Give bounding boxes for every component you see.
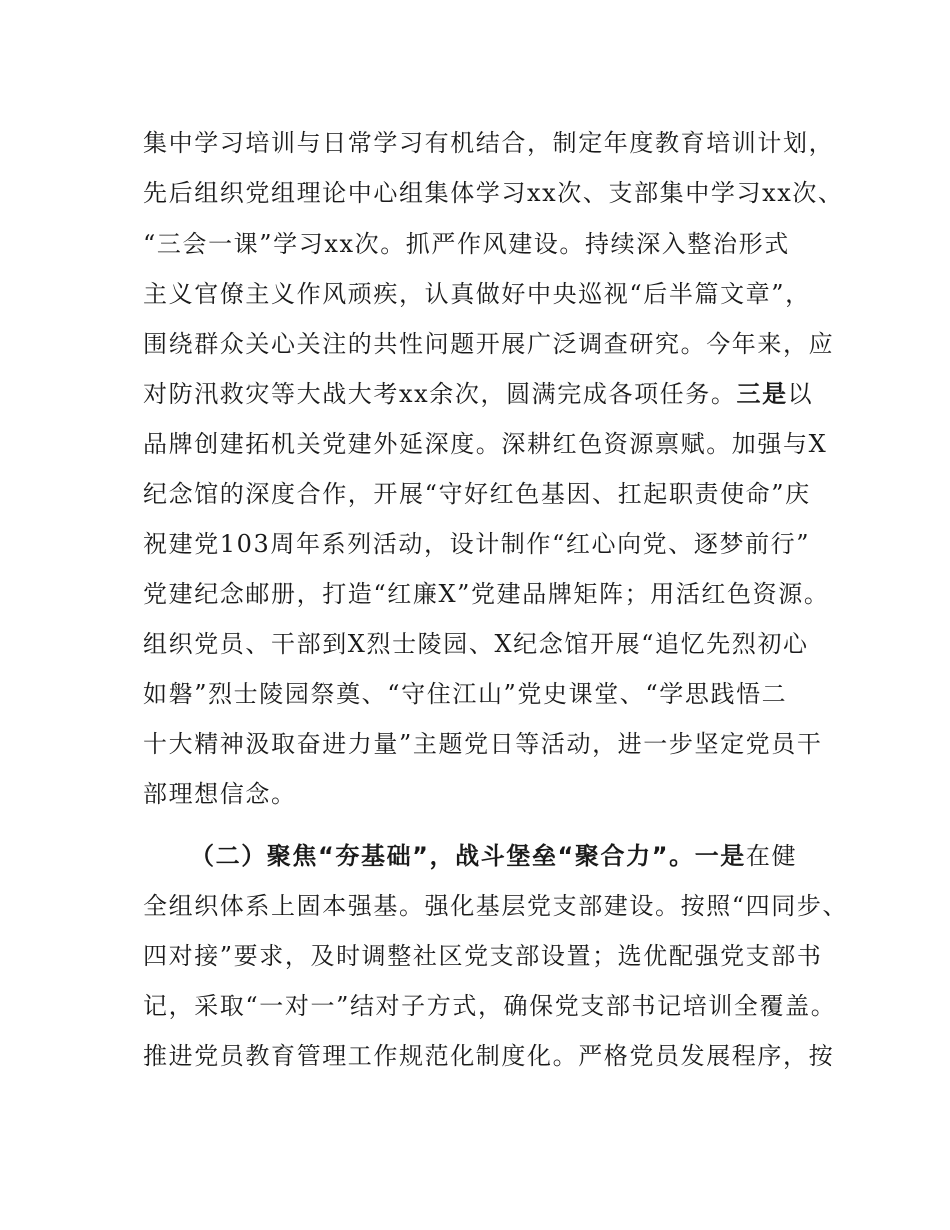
body-text-line: 如磐”烈士陵园祭奠、“守住江山”党史课堂、“学思践悟二 xyxy=(143,680,788,708)
body-text-line: 先后组织党组理论中心组集体学习xx次、支部集中学习xx次、 xyxy=(143,179,844,207)
body-text-line: 组织党员、干部到X烈士陵园、X纪念馆开展“追忆先烈初心 xyxy=(143,630,809,658)
body-text-line: 部理想信念。 xyxy=(143,780,297,808)
body-text-segment: 以 xyxy=(787,380,814,408)
body-text-segment: 对防汛救灾等大战大考xx余次，圆满完成各项任务。 xyxy=(143,380,737,408)
body-text-line: 记，采取“一对一”结对子方式，确保党支部书记培训全覆盖。 xyxy=(143,992,837,1020)
body-text-segment: 在健 xyxy=(745,842,798,870)
body-text-line: 品牌创建拓机关党建外延深度。深耕红色资源禀赋。加强与X xyxy=(143,430,828,458)
body-text-line: 主义官僚主义作风顽疾，认真做好中央巡视“后半篇文章”， xyxy=(143,280,811,308)
body-text-line: 四对接”要求，及时调整社区党支部设置；选优配强党支部书 xyxy=(143,942,823,970)
body-text-line: 全组织体系上固本强基。强化基层党支部建设。按照“四同步、 xyxy=(143,892,849,920)
body-text-line: 纪念馆的深度合作，开展“守好红色基因、扛起职责使命”庆 xyxy=(143,480,811,508)
section-heading-line xyxy=(190,840,797,872)
body-text-line: 围绕群众关心关注的共性问题开展广泛调查研究。今年来，应 xyxy=(143,330,835,358)
body-text-line: 党建纪念邮册，打造“红廉X”党建品牌矩阵；用活红色资源。 xyxy=(143,580,830,608)
body-text-line: “三会一课”学习xx次。抓严作风建设。持续深入整治形式 xyxy=(143,230,790,258)
emphasis-three: 三是 xyxy=(736,380,788,408)
section-heading: （二）聚焦“夯基础”，战斗堡垒“聚合力”。 xyxy=(190,842,695,870)
emphasis-one: 一是 xyxy=(694,842,746,870)
body-text-line: 推进党员教育管理工作规范化制度化。严格党员发展程序，按 xyxy=(143,1042,835,1070)
body-text-line: 祝建党103周年系列活动，设计制作“红心向党、逐梦前行” xyxy=(143,530,811,558)
body-text-line: 集中学习培训与日常学习有机结合，制定年度教育培训计划， xyxy=(143,129,835,157)
body-text-line-mixed xyxy=(143,378,813,410)
body-text-line: 十大精神汲取奋进力量”主题党日等活动，进一步坚定党员干 xyxy=(143,730,823,758)
